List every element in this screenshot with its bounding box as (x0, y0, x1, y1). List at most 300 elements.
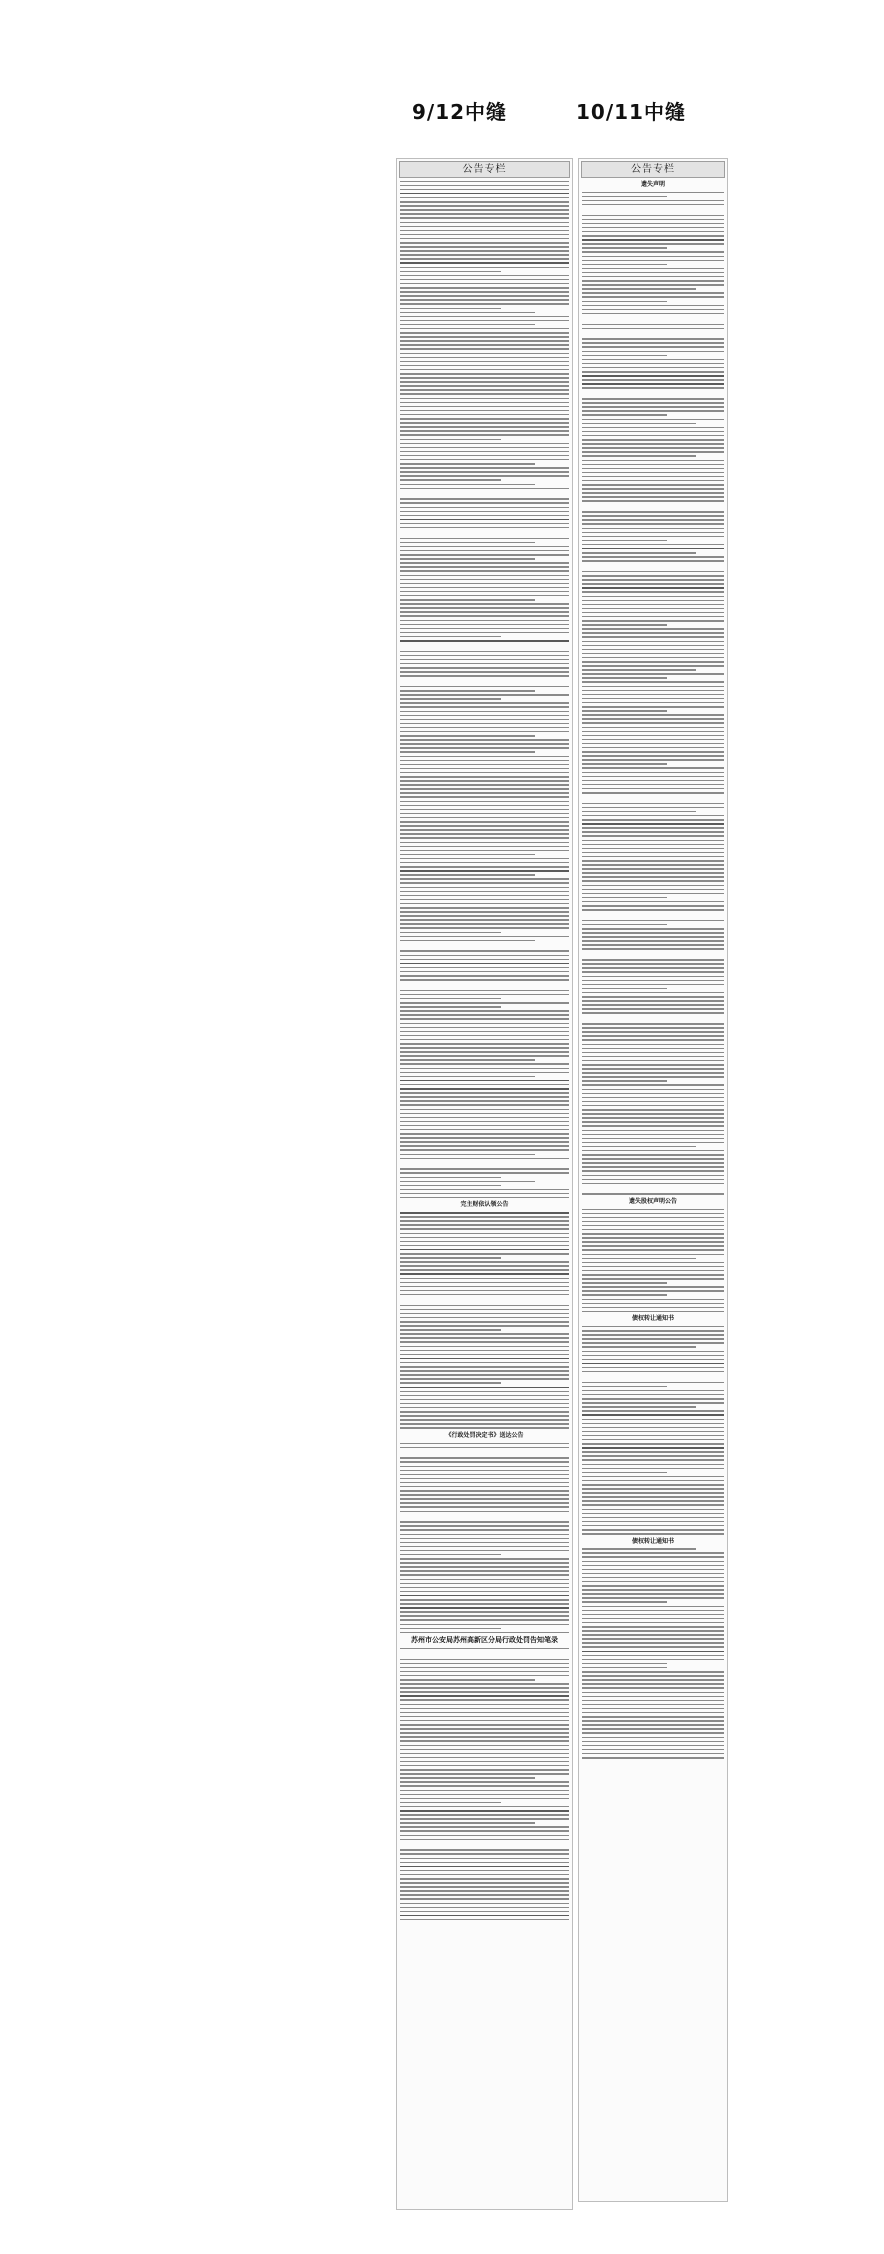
notice-text-line (400, 671, 569, 673)
notice-text-line (400, 1403, 569, 1405)
notice-text-line (400, 805, 569, 807)
notice-text-line (400, 1624, 569, 1626)
notice-text-line (582, 1093, 724, 1095)
notice-text-line (582, 844, 724, 846)
notice-text-line (400, 813, 569, 815)
notice-text-line (400, 1317, 569, 1319)
notice-text-line (582, 1459, 724, 1461)
notice-text-line (400, 1502, 569, 1504)
notice-text-line (400, 1490, 569, 1492)
notice-text-line (400, 498, 569, 500)
notice-text-line (400, 628, 569, 630)
notice-text-line (400, 1193, 569, 1195)
notice-text-line (582, 1443, 724, 1445)
notice-text-line (582, 936, 724, 938)
notice-text-line (582, 1048, 724, 1050)
notice-text-line (582, 219, 724, 221)
paragraph-gap (582, 1187, 724, 1191)
notice-text-line (400, 1534, 569, 1536)
notice-text-line (400, 1486, 569, 1488)
notice-text-line (400, 1423, 569, 1425)
notice-text-line (400, 1566, 569, 1568)
notice-text-line (582, 359, 724, 361)
notice-text-line (400, 923, 569, 925)
notice-text-line (400, 1125, 569, 1127)
notice-text-line (400, 1154, 535, 1156)
notice-text-line (582, 1638, 724, 1640)
notice-text-line (400, 1290, 569, 1292)
notice-text-line (582, 1618, 724, 1620)
notice-text-line (400, 632, 569, 634)
notice-text-line (582, 661, 724, 663)
notice-text-line (582, 256, 724, 258)
notice-text-line (400, 686, 569, 688)
notice-text-line (400, 1874, 569, 1876)
notice-text-line (400, 1031, 569, 1033)
notice-text-line (582, 657, 724, 659)
paragraph-gap (582, 913, 724, 917)
notice-text-line (582, 641, 724, 643)
notice-text-line (400, 1663, 569, 1665)
right-notice-column (578, 158, 728, 2202)
notice-text-line (582, 967, 724, 969)
notice-text-line (400, 410, 569, 412)
notice-text-line (400, 308, 501, 310)
notice-text-line (400, 809, 569, 811)
notice-text-line (582, 1561, 724, 1563)
notice-text-line (582, 560, 724, 562)
paragraph-gap (400, 944, 569, 948)
notice-text-line (582, 1150, 724, 1152)
notice-text-line (582, 1258, 696, 1260)
notice-text-line (400, 1687, 569, 1689)
notice-text-line (400, 1341, 569, 1343)
notice-text-line (400, 1181, 535, 1183)
notice-text-line (400, 1683, 569, 1685)
notice-text-line (400, 1080, 569, 1082)
notice-text-line (400, 1387, 569, 1389)
notice-text-line (400, 615, 569, 617)
notice-text-line (582, 1105, 724, 1107)
notice-text-line (582, 823, 724, 825)
notice-text-line (582, 328, 724, 330)
notice-text-line (582, 1642, 724, 1644)
notice-text-line (400, 723, 569, 725)
right-notice-body-4 (582, 1548, 724, 1758)
notice-text-line (400, 189, 569, 191)
notice-text-line (582, 932, 724, 934)
notice-text-line (400, 959, 569, 961)
notice-text-line (582, 235, 724, 237)
notice-text-line (582, 472, 724, 474)
notice-text-line (400, 1189, 569, 1191)
notice-text-line (400, 1478, 569, 1480)
notice-text-line (582, 876, 724, 878)
notice-text-line (582, 1266, 724, 1268)
notice-text-line (400, 1129, 569, 1131)
notice-text-line (582, 556, 724, 558)
paragraph-gap (400, 1451, 569, 1455)
notice-text-line (582, 447, 724, 449)
right-header-label: 10/11中缝 (576, 100, 686, 124)
notice-text-line (400, 1757, 569, 1759)
notice-text-line (582, 1431, 724, 1433)
notice-text-line (400, 1903, 569, 1905)
paragraph-gap (400, 644, 569, 648)
notice-text-line (582, 788, 724, 790)
notice-text-line (400, 295, 569, 297)
notice-text-line (582, 431, 724, 433)
notice-text-line (582, 1089, 724, 1091)
notice-text-line (582, 1745, 724, 1747)
notice-text-line (582, 1597, 724, 1599)
notice-text-line (582, 272, 724, 274)
notice-text-line (400, 636, 501, 638)
notice-text-line (400, 226, 569, 228)
notice-text-line (582, 1577, 724, 1579)
paragraph-gap (400, 531, 569, 535)
notice-text-line (582, 1125, 724, 1127)
notice-text-line (582, 1237, 724, 1239)
notice-text-line (582, 620, 724, 622)
notice-text-line (582, 971, 724, 973)
notice-text-line (582, 702, 724, 704)
notice-text-line (582, 414, 667, 416)
notice-text-line (582, 1044, 724, 1046)
left-notice-body-4 (400, 1648, 569, 1921)
notice-text-line (400, 1570, 569, 1572)
notice-text-line (400, 599, 535, 601)
notice-text-line (400, 899, 569, 901)
notice-text-line (400, 1736, 569, 1738)
notice-text-line (400, 1006, 501, 1008)
notice-text-line (400, 546, 569, 548)
notice-text-line (400, 1329, 501, 1331)
notice-text-line (582, 309, 724, 311)
notice-text-line (400, 1378, 569, 1380)
notice-text-line (400, 990, 569, 992)
notice-text-line (582, 669, 696, 671)
notice-text-line (582, 455, 696, 457)
notice-text-line (582, 528, 724, 530)
notice-text-line (400, 1321, 569, 1323)
notice-text-line (400, 817, 569, 819)
notice-text-line (582, 296, 724, 298)
notice-text-line (400, 451, 569, 453)
notice-text-line (582, 1492, 724, 1494)
notice-text-line (400, 242, 569, 244)
notice-text-line (400, 1002, 569, 1004)
notice-text-line (582, 1390, 724, 1392)
notice-text-line (582, 1249, 724, 1251)
notice-text-line (582, 1447, 724, 1449)
notice-text-line (582, 940, 724, 942)
notice-text-line (400, 197, 569, 199)
notice-text-line (582, 451, 724, 453)
notice-text-line (582, 1614, 724, 1616)
notice-text-line (582, 1569, 724, 1571)
notice-text-line (582, 596, 724, 598)
notice-text-line (400, 1039, 569, 1041)
notice-text-line (582, 1488, 724, 1490)
notice-text-line (582, 1712, 724, 1714)
paragraph-gap (400, 1298, 569, 1302)
notice-text-line (400, 667, 569, 669)
notice-text-line (400, 950, 569, 952)
notice-text-line (400, 1628, 501, 1630)
notice-text-line (400, 422, 569, 424)
notice-text-line (582, 460, 724, 462)
notice-text-line (582, 313, 724, 315)
notice-text-line (582, 905, 724, 907)
notice-text-line (400, 1886, 569, 1888)
notice-text-line (582, 196, 667, 198)
notice-text-line (582, 1338, 724, 1340)
notice-text-line (582, 1363, 724, 1365)
notice-text-line (400, 1745, 569, 1747)
notice-text-line (582, 406, 724, 408)
notice-text-line (582, 1423, 724, 1425)
notice-text-line (582, 1294, 667, 1296)
notice-text-line (582, 223, 724, 225)
notice-text-line (582, 1414, 724, 1416)
notice-text-line (582, 1671, 724, 1673)
notice-text-line (400, 271, 501, 273)
right-section-title-2: 遗失股权声明公告 (628, 1197, 677, 1205)
notice-text-line (400, 1047, 569, 1049)
notice-text-line (582, 276, 724, 278)
notice-text-line (582, 1183, 724, 1185)
notice-text-line (400, 850, 569, 852)
notice-text-line (400, 406, 569, 408)
notice-text-line (400, 866, 569, 868)
notice-text-line (400, 1907, 569, 1909)
notice-text-line (582, 1146, 696, 1148)
paragraph-gap (582, 1016, 724, 1020)
notice-text-line (400, 439, 501, 441)
notice-text-line (400, 1018, 569, 1020)
right-notice-body-1 (582, 192, 724, 1195)
notice-text-line (582, 387, 724, 389)
notice-text-line (582, 909, 724, 911)
notice-text-line (400, 1337, 569, 1339)
notice-text-line (582, 548, 724, 550)
notice-text-line (400, 1010, 569, 1012)
notice-text-line (400, 1839, 569, 1841)
notice-text-line (582, 1233, 724, 1235)
notice-text-line (400, 1133, 569, 1135)
notice-text-line (400, 1679, 535, 1681)
notice-text-line (400, 570, 569, 572)
notice-text-line (582, 1565, 724, 1567)
notice-text-line (400, 1798, 569, 1800)
paragraph-gap (582, 332, 724, 336)
notice-text-line (582, 1732, 724, 1734)
notice-text-line (582, 897, 667, 899)
notice-text-line (400, 1014, 569, 1016)
notice-text-line (582, 1728, 724, 1730)
notice-text-line (400, 1374, 569, 1376)
notice-text-line (400, 1265, 569, 1267)
notice-text-line (582, 1170, 724, 1172)
notice-text-line (400, 715, 569, 717)
notice-text-line (582, 1513, 724, 1515)
notice-text-line (582, 1311, 724, 1313)
notice-text-line (400, 1072, 569, 1074)
notice-text-line (400, 624, 569, 626)
notice-text-line (400, 1695, 569, 1697)
notice-text-line (400, 595, 569, 597)
notice-text-line (400, 234, 569, 236)
notice-text-line (400, 1427, 569, 1429)
notice-text-line (582, 1303, 724, 1305)
left-section-title-1: 完主财依认领公告 (460, 1201, 509, 1209)
notice-text-line (400, 385, 569, 387)
notice-text-line (582, 1692, 724, 1694)
notice-text-line (400, 1704, 569, 1706)
notice-text-line (582, 1556, 724, 1558)
notice-text-line (400, 1712, 569, 1714)
notice-text-line (400, 201, 569, 203)
notice-text-line (400, 1141, 569, 1143)
notice-text-line (400, 1554, 501, 1556)
notice-text-line (582, 747, 724, 749)
notice-text-line (582, 1696, 724, 1698)
notice-text-line (582, 722, 724, 724)
notice-text-line (582, 579, 724, 581)
notice-text-line (582, 1472, 667, 1474)
notice-text-line (582, 1076, 724, 1078)
notice-text-line (400, 1366, 569, 1368)
notice-text-line (400, 1415, 569, 1417)
notice-text-line (400, 254, 569, 256)
notice-text-line (400, 739, 569, 741)
notice-text-line (400, 784, 569, 786)
notice-text-line (582, 880, 724, 882)
notice-text-line (400, 475, 569, 477)
notice-text-line (582, 1254, 724, 1256)
notice-text-line (400, 659, 569, 661)
left-notice-body-2 (400, 1212, 569, 1429)
notice-text-line (582, 355, 667, 357)
notice-text-line (582, 443, 724, 445)
notice-text-line (582, 346, 724, 348)
notice-text-line (582, 739, 724, 741)
notice-text-line (582, 1406, 696, 1408)
notice-text-line (582, 1027, 724, 1029)
notice-text-line (582, 523, 724, 525)
notice-text-line (582, 988, 667, 990)
notice-text-line (400, 792, 569, 794)
notice-text-line (582, 1509, 724, 1511)
notice-text-line (582, 632, 724, 634)
notice-text-line (400, 217, 569, 219)
notice-text-line (400, 336, 569, 338)
notice-text-line (400, 443, 569, 445)
notice-text-line (582, 763, 667, 765)
notice-text-line (400, 846, 569, 848)
notice-text-line (400, 1063, 569, 1065)
notice-text-line (400, 267, 569, 269)
notice-text-line (400, 1084, 569, 1086)
notice-text-line (582, 653, 724, 655)
notice-text-line (400, 887, 569, 889)
notice-text-line (400, 447, 569, 449)
notice-text-line (582, 772, 724, 774)
notice-text-line (582, 1245, 724, 1247)
notice-text-line (582, 1035, 724, 1037)
notice-text-line (582, 1326, 724, 1328)
notice-text-line (582, 288, 696, 290)
notice-text-line (582, 1749, 724, 1751)
notice-text-line (400, 1708, 569, 1710)
notice-text-line (582, 665, 724, 667)
notice-text-line (400, 550, 569, 552)
notice-text-line (400, 862, 569, 864)
notice-text-line (400, 353, 569, 355)
notice-text-line (582, 1593, 724, 1595)
notice-text-line (400, 776, 569, 778)
notice-text-line (400, 1447, 569, 1449)
notice-text-line (400, 731, 569, 733)
notice-text-line (400, 484, 535, 486)
notice-text-line (400, 1137, 569, 1139)
notice-text-line (582, 464, 724, 466)
notice-text-line (400, 895, 569, 897)
paragraph-gap (400, 679, 569, 683)
notice-text-line (400, 1506, 569, 1508)
notice-text-line (582, 423, 696, 425)
notice-text-line (582, 1525, 724, 1527)
notice-text-line (400, 348, 569, 350)
notice-text-line (582, 959, 724, 961)
notice-text-line (582, 920, 724, 922)
notice-text-line (582, 636, 724, 638)
notice-text-line (400, 655, 569, 657)
notice-text-line (582, 1675, 724, 1677)
notice-text-line (400, 332, 569, 334)
notice-text-line (400, 230, 569, 232)
notice-text-line (582, 1610, 724, 1612)
notice-text-line (582, 1330, 724, 1332)
notice-text-line (400, 1728, 569, 1730)
notice-text-line (582, 608, 724, 610)
notice-text-line (400, 1474, 569, 1476)
notice-text-line (582, 860, 724, 862)
notice-text-line (400, 324, 535, 326)
notice-text-line (400, 1732, 569, 1734)
notice-text-line (400, 591, 569, 593)
paragraph-gap (582, 317, 724, 321)
notice-text-line (582, 1521, 724, 1523)
notice-text-line (582, 1667, 667, 1669)
notice-text-line (400, 854, 535, 856)
notice-text-line (400, 829, 569, 831)
notice-text-line (400, 1542, 569, 1544)
left-section-title-3: 苏州市公安局苏州高新区分局行政处罚告知笔录 (411, 1636, 558, 1645)
notice-text-line (400, 538, 569, 540)
notice-text-line (400, 967, 569, 969)
notice-text-line (582, 831, 724, 833)
notice-text-line (400, 706, 569, 708)
notice-text-line (582, 815, 724, 817)
paragraph-gap (582, 564, 724, 568)
notice-text-line (582, 1382, 724, 1384)
notice-text-line (582, 984, 724, 986)
notice-text-line (582, 1585, 724, 1587)
notice-text-line (400, 1521, 569, 1523)
notice-text-line (582, 1480, 724, 1482)
